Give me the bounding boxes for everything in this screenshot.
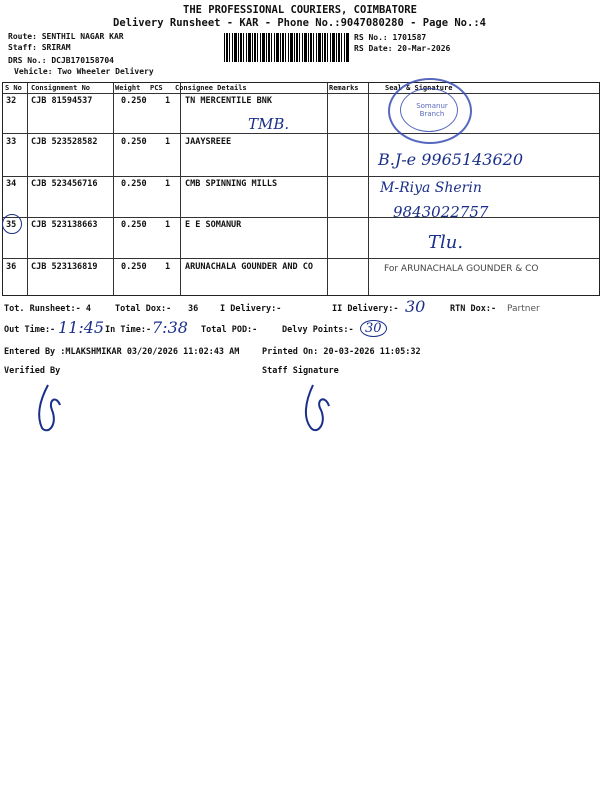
entered-by: Entered By :MLAKSHMIKAR 03/20/2026 11:02:43 AM <box>4 347 240 357</box>
table-row-consignment: CJB 523138663 <box>31 220 98 230</box>
col-divider <box>180 83 181 295</box>
barcode <box>224 33 349 62</box>
col-header-remarks: Remarks <box>329 84 359 92</box>
table-row-consignment: CJB 523136819 <box>31 262 98 272</box>
tot-runsheet: Tot. Runsheet:- 4 <box>4 304 91 314</box>
row-divider <box>3 258 599 259</box>
row-divider <box>3 133 599 134</box>
col-header-sno: S No <box>5 84 22 92</box>
table-row-weight: 0.250 <box>121 262 147 272</box>
table-row-pcs: 1 <box>165 220 171 230</box>
row-divider <box>3 176 599 177</box>
table-row-consignment: CJB 523528582 <box>31 137 98 147</box>
handwritten-in-time: 7:38 <box>152 318 188 337</box>
total-dox-value: 36 <box>188 304 199 314</box>
staff-signature-label: Staff Signature <box>262 366 339 376</box>
handwritten-out-time: 11:45 <box>58 318 105 337</box>
runsheet-subtitle: Delivery Runsheet - KAR - Phone No.:9047080280 - Page No.:4 <box>113 17 486 29</box>
table-row-pcs: 1 <box>165 262 171 272</box>
table-row-consignment: CJB 81594537 <box>31 96 93 106</box>
rs-no: RS No.: 1701587 <box>354 33 427 42</box>
bank-seal-stamp <box>388 78 472 144</box>
table-row-sno: 35 <box>6 220 17 230</box>
col-header-weight: Weight <box>115 84 141 92</box>
col-divider <box>27 83 28 295</box>
table-row-pcs: 1 <box>165 179 171 189</box>
table-row-consignee: E E SOMANUR <box>185 220 242 230</box>
table-row-weight: 0.250 <box>121 137 147 147</box>
col-header-consignment: Consignment No <box>31 84 91 92</box>
table-row-consignment: CJB 523456716 <box>31 179 98 189</box>
company-stamp-text: For ARUNACHALA GOUNDER & CO <box>384 264 539 274</box>
table-row-sno: 34 <box>6 179 17 189</box>
stamp-text: Somanur Branch <box>416 102 448 118</box>
total-pod-label: Total POD:- <box>201 325 258 335</box>
printed-on: Printed On: 20-03-2026 11:05:32 <box>262 347 421 357</box>
company-title: THE PROFESSIONAL COURIERS, COIMBATORE <box>183 4 417 16</box>
col-divider <box>368 83 369 295</box>
handwritten-signature: Tlu. <box>428 232 464 253</box>
staff-signature <box>297 380 337 435</box>
route-label: Route: SENTHIL NAGAR KAR <box>8 32 124 41</box>
table-row-weight: 0.250 <box>121 220 147 230</box>
rtn-dox-label: RTN Dox:- <box>450 304 497 314</box>
handwritten-ii-delivery: 30 <box>405 297 426 316</box>
table-row-sno: 33 <box>6 137 17 147</box>
out-time-label: Out Time:- <box>4 325 56 335</box>
handwritten-phone: 9843022757 <box>393 203 489 221</box>
table-row-consignee: TN MERCENTILE BNK <box>185 96 272 106</box>
handwritten-signature: B.J-e 9965143620 <box>378 150 524 169</box>
table-row-consignee: JAAYSREEE <box>185 137 232 147</box>
ii-delivery-label: II Delivery:- <box>332 304 399 314</box>
row-divider <box>3 217 599 218</box>
handwritten-name: M-Riya Sherin <box>380 180 482 196</box>
handwritten-delvy-points: 30 <box>360 320 387 337</box>
in-time-label: In Time:- <box>105 325 152 335</box>
handwritten-circle <box>2 214 22 234</box>
staff-label: Staff: SRIRAM <box>8 43 71 52</box>
vehicle-label: Vehicle: Two Wheeler Delivery <box>14 67 154 76</box>
table-row-consignee: CMB SPINNING MILLS <box>185 179 278 189</box>
partner-text: Partner <box>507 304 540 314</box>
table-row-consignee: ARUNACHALA GOUNDER AND CO <box>185 262 313 272</box>
verified-signature <box>30 380 70 435</box>
rs-date: RS Date: 20-Mar-2026 <box>354 44 451 53</box>
drs-label: DRS No.: DCJB170158704 <box>8 56 114 65</box>
col-header-seal: Seal & Signature <box>385 84 453 92</box>
col-divider <box>113 83 114 295</box>
header-divider <box>3 93 599 94</box>
i-delivery-label: I Delivery:- <box>220 304 282 314</box>
table-row-pcs: 1 <box>165 96 171 106</box>
col-header-consignee: Consignee Details <box>175 84 247 92</box>
verified-by-label: Verified By <box>4 366 61 376</box>
table-row-weight: 0.250 <box>121 96 147 106</box>
total-dox-label: Total Dox:- <box>115 304 172 314</box>
col-divider <box>327 83 328 295</box>
delvy-points-label: Delvy Points:- <box>282 325 354 335</box>
table-row-sno: 36 <box>6 262 17 272</box>
col-header-pcs: PCS <box>150 84 163 92</box>
table-row-sno: 32 <box>6 96 17 106</box>
handwritten-remark: TMB. <box>248 115 290 133</box>
table-row-pcs: 1 <box>165 137 171 147</box>
table-row-weight: 0.250 <box>121 179 147 189</box>
